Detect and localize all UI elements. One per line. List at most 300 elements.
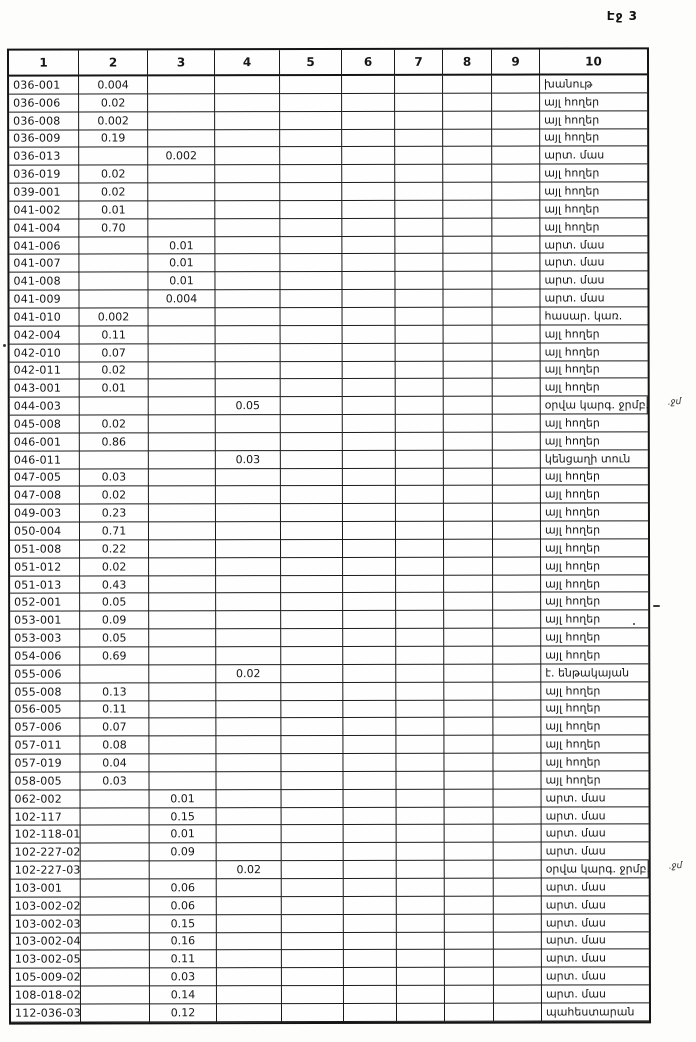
empty-cell-7 [396,468,444,486]
value-cell-3 [149,415,216,433]
table-row [11,914,649,933]
row-code-cell: 103-001 [11,879,81,897]
empty-cell-7 [395,147,443,165]
category-cell: այլ հողեր [541,593,648,611]
empty-cell-7 [396,665,444,683]
table-row [10,468,648,487]
empty-cell-8 [444,325,493,343]
value-cell-4 [217,808,282,826]
empty-cell-5 [281,379,343,397]
category-cell: այլ հողեր [541,718,648,736]
row-code-cell: 047-005 [10,469,80,487]
empty-cell-5 [281,611,343,629]
empty-cell-5 [282,825,344,843]
empty-cell-9 [493,682,541,700]
row-code-cell: 049-003 [10,505,80,523]
empty-cell-8 [445,896,494,914]
empty-cell-6 [343,647,396,665]
value-cell-3: 0.01 [148,255,215,273]
value-cell-4 [215,165,280,183]
empty-cell-9 [493,664,541,682]
empty-cell-6 [343,397,396,415]
table-row [10,718,648,737]
empty-cell-6 [344,968,397,986]
value-cell-2: 0.002 [79,112,148,130]
value-cell-3 [149,451,216,469]
value-cell-4 [217,950,282,968]
table-row [10,646,648,665]
table-row [11,878,649,897]
table-row [10,486,648,505]
row-code-cell: 105-009-02 [11,969,81,987]
row-code-cell: 057-011 [10,737,80,755]
empty-cell-9 [493,343,541,361]
value-cell-2: 0.71 [80,522,149,540]
value-cell-2: 0.002 [80,308,149,326]
column-header-3: 3 [148,50,215,76]
empty-cell-6 [344,861,397,879]
empty-cell-9 [493,432,541,450]
value-cell-2: 0.11 [80,326,149,344]
table-row [11,843,649,862]
category-cell: այլ հողեր [541,343,648,361]
value-cell-2: 0.03 [80,469,149,487]
value-cell-2 [81,986,150,1004]
category-cell: այլ հողեր [541,628,648,646]
empty-cell-8 [444,540,493,558]
column-header-5: 5 [280,50,342,76]
table-row [10,450,648,469]
row-code-cell: 043-001 [10,380,80,398]
value-cell-2: 0.09 [80,612,149,630]
value-cell-2: 0.004 [79,76,148,94]
value-cell-3: 0.03 [150,968,217,986]
table-row [9,93,647,112]
row-code-cell: 103-002-03 [11,915,81,933]
empty-cell-9 [494,825,542,843]
empty-cell-7 [397,861,445,879]
value-cell-3 [149,433,216,451]
empty-cell-8 [444,504,493,522]
empty-cell-5 [282,932,344,950]
value-cell-3 [149,754,216,772]
value-cell-4 [216,308,281,326]
table-row [9,272,647,291]
value-cell-2 [81,879,150,897]
empty-cell-8 [444,682,493,700]
empty-cell-5 [281,718,343,736]
table-row [9,129,647,148]
category-cell: այլ հողեր [541,557,648,575]
category-cell: այլ հողեր [541,486,648,504]
empty-cell-6 [343,308,396,326]
empty-cell-7 [395,219,443,237]
row-code-cell: 053-003 [10,630,80,648]
empty-cell-7 [396,504,444,522]
empty-cell-6 [343,468,396,486]
row-code-cell: 103-002-02 [11,897,81,915]
empty-cell-9 [493,611,541,629]
value-cell-3 [149,362,216,380]
value-cell-4 [216,718,281,736]
value-cell-4 [216,683,281,701]
empty-cell-9 [492,200,540,218]
empty-cell-9 [492,165,540,183]
value-cell-4: 0.02 [216,665,281,683]
empty-cell-5 [282,950,344,968]
value-cell-3: 0.01 [148,237,215,255]
value-cell-2: 0.02 [79,94,148,112]
table-row [10,521,648,540]
value-cell-3 [149,594,216,612]
empty-cell-8 [443,129,492,147]
value-cell-4 [215,272,280,290]
empty-cell-6 [343,593,396,611]
empty-cell-5 [281,683,343,701]
handwritten-margin-note: .ջմ [668,860,684,872]
value-cell-4 [216,754,281,772]
value-cell-4 [216,415,281,433]
category-cell: այլ հողեր [541,700,648,718]
row-code-cell: 057-019 [10,755,80,773]
empty-cell-7 [397,986,445,1004]
table-row [10,700,648,719]
category-cell: այլ հողեր [541,432,648,450]
empty-cell-8 [445,914,494,932]
empty-cell-7 [395,201,443,219]
empty-cell-6 [342,183,395,201]
category-cell: այլ հողեր [541,414,648,432]
value-cell-2 [81,790,150,808]
empty-cell-5 [281,433,343,451]
category-cell: պահեստարան [542,1003,649,1021]
empty-cell-6 [343,451,396,469]
empty-cell-5 [281,451,343,469]
empty-cell-6 [343,575,396,593]
empty-cell-5 [281,701,343,719]
empty-cell-8 [444,468,493,486]
value-cell-2: 0.02 [79,183,148,201]
empty-cell-6 [344,825,397,843]
empty-cell-8 [444,415,493,433]
empty-cell-7 [397,932,445,950]
scan-artifact [653,605,660,607]
table-row [10,575,648,594]
empty-cell-5 [281,647,343,665]
value-cell-4 [216,469,281,487]
empty-cell-6 [343,611,396,629]
empty-cell-8 [445,825,494,843]
value-cell-4 [215,255,280,273]
category-cell: արտ. մաս [542,968,649,986]
value-cell-3 [148,183,215,201]
empty-cell-6 [343,736,396,754]
value-cell-3 [149,576,216,594]
empty-cell-6 [343,683,396,701]
value-cell-3 [149,701,216,719]
value-cell-3 [148,76,215,94]
empty-cell-5 [281,344,343,362]
empty-cell-5 [280,76,342,94]
row-code-cell: 036-019 [9,166,79,184]
category-cell: այլ հողեր [541,379,648,397]
empty-cell-5 [281,772,343,790]
table-row [9,289,647,308]
table-row [10,343,648,362]
row-code-cell: 055-006 [10,665,80,683]
row-code-cell: 102-117 [11,808,81,826]
value-cell-2 [81,969,150,987]
value-cell-2: 0.70 [79,219,148,237]
empty-cell-7 [396,486,444,504]
table-row [11,985,649,1004]
table-row [11,950,649,969]
empty-cell-6 [343,379,396,397]
empty-cell-8 [445,861,494,879]
value-cell-3 [149,558,216,576]
empty-cell-9 [493,718,541,736]
row-code-cell: 057-006 [10,719,80,737]
category-cell: կենցաղի տուն [541,450,648,468]
value-cell-3 [148,201,215,219]
empty-cell-6 [342,272,395,290]
category-cell: այլ հողեր [540,218,647,236]
value-cell-2: 0.02 [80,558,149,576]
empty-cell-5 [282,879,344,897]
empty-cell-5 [281,736,343,754]
empty-cell-9 [493,629,541,647]
empty-cell-9 [493,736,541,754]
category-cell: այլ հողեր [541,682,648,700]
value-cell-4 [215,201,280,219]
empty-cell-8 [445,968,494,986]
empty-cell-7 [396,343,444,361]
row-code-cell: 054-006 [10,648,80,666]
empty-cell-7 [396,575,444,593]
value-cell-4 [216,701,281,719]
table-row [10,628,648,647]
value-cell-4 [217,826,282,844]
category-cell: այլ հողեր [541,575,648,593]
empty-cell-6 [343,558,396,576]
empty-cell-8 [444,629,493,647]
empty-cell-7 [395,254,443,272]
empty-cell-9 [493,771,541,789]
value-cell-3 [149,487,216,505]
value-cell-2: 0.05 [80,594,149,612]
table-row [9,111,647,130]
empty-cell-9 [494,986,542,1004]
empty-cell-8 [444,486,493,504]
empty-cell-9 [494,789,542,807]
table-row [10,611,648,630]
value-cell-2: 0.22 [80,540,149,558]
row-code-cell: 041-006 [9,237,79,255]
empty-cell-5 [282,897,344,915]
value-cell-4 [216,611,281,629]
value-cell-2 [79,237,148,255]
empty-cell-9 [492,111,540,129]
empty-cell-6 [342,76,395,94]
category-cell: այլ հողեր [541,611,648,629]
empty-cell-6 [342,94,395,112]
value-cell-2: 0.69 [80,647,149,665]
empty-cell-8 [445,843,494,861]
table-row [9,182,647,201]
value-cell-4 [216,522,281,540]
value-cell-3: 0.004 [148,290,215,308]
value-cell-2 [80,665,149,683]
empty-cell-8 [444,772,493,790]
value-cell-2: 0.03 [80,772,149,790]
row-code-cell: 102-118-01 [11,826,81,844]
empty-cell-9 [493,450,541,468]
table-row [9,147,647,166]
empty-cell-8 [443,218,492,236]
empty-cell-6 [342,201,395,219]
empty-cell-7 [395,129,443,147]
table-row [11,860,684,879]
empty-cell-7 [395,236,443,254]
value-cell-4 [216,362,281,380]
empty-cell-8 [445,932,494,950]
empty-cell-9 [492,129,540,147]
empty-cell-7 [396,522,444,540]
empty-cell-9 [494,807,542,825]
empty-cell-9 [493,557,541,575]
empty-cell-5 [281,397,343,415]
value-cell-3 [149,736,216,754]
empty-cell-8 [444,379,493,397]
row-code-cell: 051-013 [10,576,80,594]
value-cell-3 [149,772,216,790]
category-cell: արտ. մաս [542,932,649,950]
row-code-cell: 055-008 [10,683,80,701]
empty-cell-6 [342,219,395,237]
value-cell-4 [215,183,280,201]
row-code-cell: 046-011 [10,451,80,469]
table-row [10,325,648,344]
value-cell-4 [216,540,281,558]
value-cell-2 [81,808,150,826]
empty-cell-6 [343,344,396,362]
page-number: Էջ 3 [606,9,638,23]
category-cell: արտ. մաս [540,254,647,272]
category-cell: խանութ [540,75,647,93]
empty-cell-7 [395,272,443,290]
empty-cell-7 [396,718,444,736]
empty-cell-8 [443,290,492,308]
value-cell-3: 0.16 [150,933,217,951]
value-cell-4 [216,326,281,344]
value-cell-3: 0.01 [148,273,215,291]
empty-cell-5 [280,290,342,308]
empty-cell-7 [395,94,443,112]
value-cell-4 [217,879,282,897]
empty-cell-8 [443,254,492,272]
empty-cell-7 [396,397,444,415]
empty-cell-7 [395,76,443,94]
value-cell-4 [216,629,281,647]
value-cell-2 [81,933,150,951]
category-cell: արտ. մաս [542,825,649,843]
table-row [9,236,647,255]
value-cell-4 [216,504,281,522]
empty-cell-8 [443,147,492,165]
row-code-cell: 036-013 [9,148,79,166]
row-code-cell: 036-008 [9,112,79,130]
empty-cell-7 [397,790,445,808]
value-cell-2: 0.43 [80,576,149,594]
empty-cell-5 [281,665,343,683]
value-cell-3 [149,683,216,701]
value-cell-3 [149,469,216,487]
empty-cell-8 [443,183,492,201]
row-code-cell: 036-006 [9,94,79,112]
value-cell-3 [149,522,216,540]
empty-cell-5 [282,843,344,861]
value-cell-4: 0.03 [216,451,281,469]
column-header-7: 7 [395,50,443,76]
empty-cell-7 [396,736,444,754]
empty-cell-5 [282,915,344,933]
empty-cell-8 [443,111,492,129]
empty-cell-5 [280,272,342,290]
value-cell-4 [217,843,282,861]
empty-cell-7 [396,682,444,700]
empty-cell-8 [444,397,493,415]
category-cell: արտ. մաս [542,950,649,968]
value-cell-2 [81,897,150,915]
value-cell-3 [148,219,215,237]
row-code-cell: 042-004 [10,326,80,344]
value-cell-2: 0.01 [79,201,148,219]
table-row [11,1003,649,1022]
table-row [11,968,649,987]
table-row [10,414,648,433]
empty-cell-5 [281,629,343,647]
value-cell-4 [217,986,282,1004]
value-cell-3 [149,629,216,647]
category-cell: այլ հողեր [541,521,648,539]
value-cell-2: 0.02 [80,362,149,380]
empty-cell-5 [280,112,342,130]
category-cell: այլ հողեր [541,736,648,754]
empty-cell-5 [281,540,343,558]
table-row [10,736,648,755]
empty-cell-5 [281,522,343,540]
category-cell: արտ. մաս [542,914,649,932]
value-cell-2 [81,826,150,844]
value-cell-3 [148,130,215,148]
value-cell-4 [216,379,281,397]
empty-cell-5 [280,219,342,237]
empty-cell-8 [444,718,493,736]
empty-cell-9 [494,896,542,914]
table-row [9,200,647,219]
value-cell-3 [149,397,216,415]
empty-cell-6 [343,665,396,683]
value-cell-3 [149,647,216,665]
value-cell-4 [215,237,280,255]
empty-cell-7 [397,914,445,932]
empty-cell-9 [493,397,541,415]
category-cell: հասար. կառ. [541,307,648,325]
empty-cell-7 [396,754,444,772]
row-code-cell: 053-001 [10,612,80,630]
empty-cell-6 [344,986,397,1004]
column-header-8: 8 [443,50,492,76]
